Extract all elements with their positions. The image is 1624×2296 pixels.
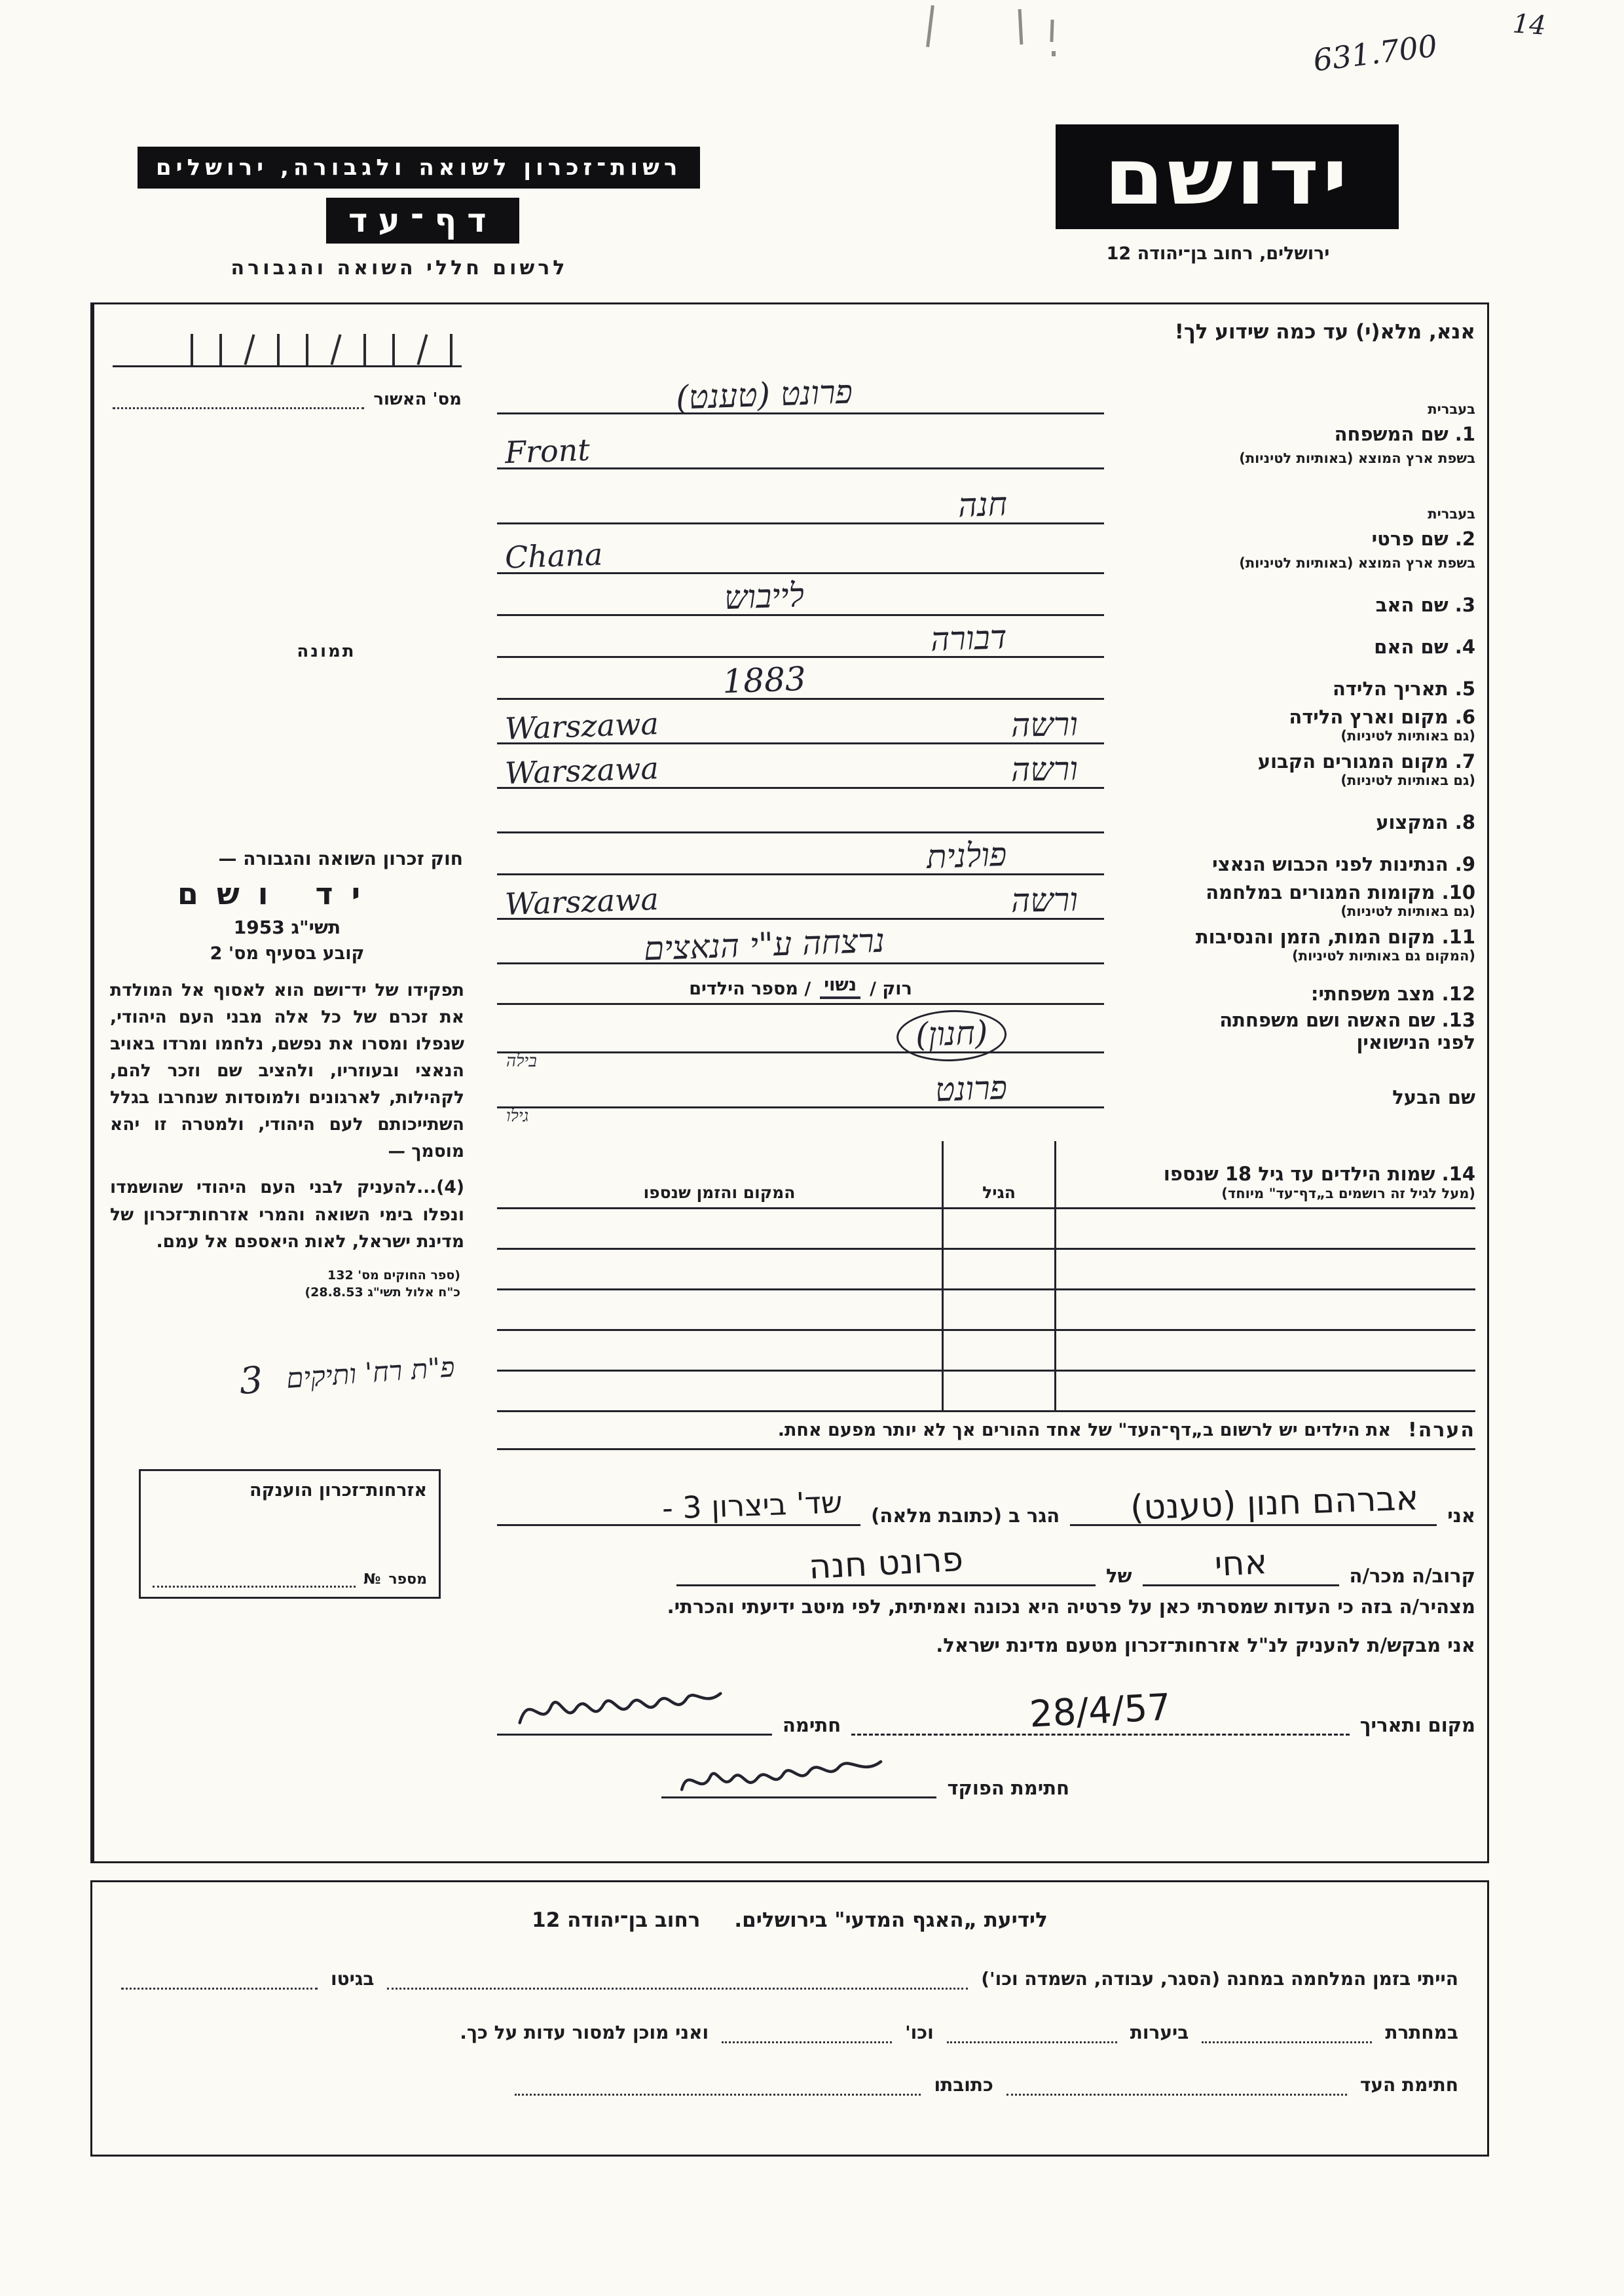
label-citizenship: 9. הנתינות לפני הכבוש הנאצי [1212, 852, 1475, 875]
label-wife-name-2: לפני הנישואין [1356, 1031, 1475, 1054]
label-clerk-signature: חתימת הפוקד [947, 1776, 1069, 1799]
children-table [497, 1141, 1475, 1412]
citizenship-handwriting: פולנית [926, 835, 1008, 877]
clerk-signature-line [661, 1757, 936, 1798]
label-hebrew: בעברית [1428, 506, 1475, 522]
field-birth-place [497, 704, 1475, 747]
label-ghetto: בגיטו [331, 1968, 375, 1990]
birth-place-hebrew-handwriting: ורשה [1010, 705, 1079, 744]
children-table-row [497, 1372, 1475, 1412]
scientific-branch-section [90, 1880, 1489, 2157]
law-body: תפקידו של יד־ושם הוא לאסוף אל המולדת את זכרם של כל אלה מבני העם היהודי, שנפלו ומסרו את נפשם, נלחמו ומרדו באויב הנאצי ובעוזריו, ולהציב שם וזכר להם, לקהילות, לארגונים ולמוסדות שנחרבו בגלל השתייכותם לעם היהודי, ולמטרה זו יהא מוסמך — [110, 980, 464, 1162]
option-children-count: / מספר הילדים [689, 979, 811, 999]
clerk-signature-row [497, 1736, 1475, 1798]
memorial-citizenship-stamp-box [139, 1469, 441, 1599]
column-header-age-text: הגיל [982, 1183, 1016, 1203]
field-wife-name [497, 1009, 1475, 1072]
children-table-row [497, 1331, 1475, 1372]
children-note-title: הערה! [1408, 1419, 1475, 1442]
office-address: ירושלים, רחוב בן־יהודה 12 [1106, 244, 1330, 264]
marital-status-options [497, 968, 1104, 1005]
label-marital-status: 12. מצב משפחתי: [1310, 982, 1475, 1005]
father-name-handwriting: לייבוש [723, 575, 805, 617]
first-name-latin-line [497, 524, 1104, 574]
witness-address-dots [515, 2072, 921, 2096]
field-family-name [497, 359, 1475, 469]
field-marital-status [497, 968, 1475, 1005]
approval-number-line [113, 387, 364, 409]
children-table-row [497, 1290, 1475, 1331]
label-forests: ביערות [1130, 2022, 1189, 2043]
label-witness-address: כתובתו [934, 2074, 993, 2096]
relation-line [1143, 1544, 1339, 1586]
birth-place-line [497, 704, 1104, 747]
etc-line [722, 2020, 892, 2043]
label-resides-at: הגר ב (כתובת מלאה) [871, 1504, 1060, 1527]
law-reference [110, 1267, 464, 1302]
label-first-name: 2. שם פרטי [1371, 528, 1475, 551]
place-date-line [851, 1686, 1350, 1737]
law-name: יד ושם [177, 876, 379, 911]
label-approval-number: מס' האשור [373, 390, 462, 409]
label-signature: חתימה [783, 1713, 841, 1736]
death-handwriting: נרצחה ע"י הנאצים [642, 921, 885, 968]
field-citizenship [497, 837, 1475, 875]
husband-name-handwriting: פרונט [934, 1068, 1008, 1110]
children-table-row [497, 1209, 1475, 1250]
wife-name-line [497, 1013, 1104, 1072]
label-place-and-date: מקום ותאריך [1359, 1713, 1475, 1736]
wife-maiden-name-handwriting: (חנון) [896, 1009, 1008, 1064]
children-table-header [497, 1141, 1475, 1209]
witness-signature-dots [1006, 2072, 1347, 2096]
handwritten-page-number: 14 [1511, 9, 1547, 41]
authority-title-bar: רשות־זכרון לשואה ולגבורה, ירושלים [138, 147, 700, 189]
date-handwriting: 28/4/57 [1028, 1686, 1172, 1737]
label-i: אני [1447, 1504, 1475, 1527]
column-header-place [497, 1141, 942, 1209]
wartime-residence-hebrew-handwriting: ורשה [1010, 881, 1079, 920]
stamp-box-title: אזרחות־זכרון הוענקה [249, 1480, 427, 1501]
camp-line [387, 1966, 968, 1990]
wife-name-note-handwriting: בילה [506, 1051, 537, 1072]
fields-column [480, 304, 1487, 1861]
info-row-underground [121, 2020, 1458, 2043]
label-underground: במחתרת [1385, 2022, 1458, 2043]
law-reference-line2: כ"ח אלול תשי"ג 28.8.53) [304, 1285, 460, 1300]
label-photo: תמונה [297, 642, 356, 661]
underground-line [1202, 2020, 1372, 2043]
info-title-address: רחוב בן־יהודה 12 [532, 1908, 701, 1932]
law-intro: חוק זכרון השואה והגבורה — [218, 848, 463, 869]
label-latin-note: (גם באותיות לטיניות) [1340, 903, 1475, 920]
label-death-sub: (המקום גם באותיות לטיניות) [1292, 948, 1475, 964]
info-title-text: לידיעת „האגף המדעי" בירושלים. [734, 1908, 1048, 1932]
declaration-statement-1: מצהיר/ה בזה כי העדות שמסרתי כאן על פרטיה היא נכונה ואמיתית, לפי מיטב ידיעתי והכרתי. [667, 1595, 1475, 1618]
label-etc: וכו' [905, 2022, 934, 2043]
label-latin-note: (גם באותיות לטיניות) [1340, 728, 1475, 744]
first-name-hebrew-line [497, 475, 1104, 524]
ghetto-line [121, 1966, 318, 1990]
info-section-title [121, 1908, 1458, 1932]
field-residence [497, 748, 1475, 792]
main-form [90, 302, 1489, 1863]
wartime-residence-line [497, 879, 1104, 920]
death-line [497, 921, 1104, 968]
label-hebrew: בעברית [1428, 401, 1475, 418]
birth-date-line [497, 659, 1104, 701]
victim-name-line [676, 1540, 1096, 1588]
relation-handwriting: אחי [1213, 1542, 1268, 1585]
column-header-age [942, 1141, 1056, 1209]
declaration-statement-2: אני מבקש/ת להעניק לנ"ל אזרחות־זכרון מטעם מדינת ישראל. [936, 1634, 1475, 1657]
label-latin-note: (גם באותיות לטיניות) [1340, 773, 1475, 789]
forests-line [947, 2020, 1117, 2043]
mother-name-handwriting: דבורה [930, 617, 1008, 659]
stamp-box-number-row [153, 1565, 427, 1588]
sidebar-handwritten-address [109, 1348, 466, 1410]
field-first-name [497, 475, 1475, 574]
label-wartime-camp: הייתי בזמן המלחמה במחנה (הסגר, עבודה, השמדה וכו') [981, 1968, 1458, 1990]
handwritten-file-number: 631.700 [1311, 27, 1439, 79]
witness-signature-line [497, 1694, 772, 1736]
declaration-identity-row [497, 1466, 1475, 1529]
first-name-latin-handwriting: Chana [504, 536, 604, 575]
field-profession [497, 793, 1475, 833]
approval-number-row [113, 387, 462, 409]
label-birth-place: 6. מקום וארץ הלידה [1289, 706, 1475, 729]
law-year: תשי"ג 1953 [233, 917, 341, 938]
field-father-name [497, 575, 1475, 617]
info-row-signature [121, 2072, 1458, 2096]
residence-line [497, 748, 1104, 792]
children-table-row [497, 1250, 1475, 1290]
declaration-signature-row [497, 1664, 1475, 1736]
husband-name-note-handwriting: גילו [506, 1106, 529, 1127]
label-relative-acquaintance: קרוב/ה מכר/ה [1349, 1564, 1475, 1587]
family-name-hebrew-handwriting: פרונט (טענט) [675, 373, 853, 417]
label-origin-language: בשפת ארץ המוצא (באותיות לטיניות) [1239, 555, 1475, 572]
residence-latin-handwriting: Warszawa [504, 750, 659, 792]
profession-line [497, 793, 1104, 833]
witness-address-handwriting: שד' ביצרון 3 - [661, 1484, 843, 1527]
field-birth-date [497, 659, 1475, 701]
birth-date-handwriting: 1883 [722, 659, 807, 701]
citizenship-line [497, 837, 1104, 875]
law-block [110, 848, 464, 1302]
label-of: של [1106, 1564, 1132, 1587]
label-birth-date: 5. תאריך הלידה [1332, 677, 1475, 700]
family-name-hebrew-line [497, 359, 1104, 417]
sidebar-address-handwriting: פ"ת רח' ותיקים [285, 1350, 456, 1394]
husband-name-line [497, 1068, 1104, 1127]
children-note-body: את הילדים יש לרשום ב„דף־העד" של אחד ההורים אך לא יותר מפעם אחת. [777, 1420, 1392, 1441]
label-children-sub: (מעל לגיל זה רושמים ב„דף־עד" מיוחד) [1221, 1186, 1475, 1202]
yad-vashem-logo [1056, 124, 1399, 229]
photo-area [110, 409, 464, 841]
option-single: רוק / [870, 979, 912, 999]
residence-hebrew-handwriting: ורשה [1010, 750, 1079, 789]
sidebar-column [92, 304, 480, 1861]
label-father-name: 3. שם האב [1375, 593, 1475, 616]
children-note [497, 1412, 1475, 1450]
label-death: 11. מקום המות, הזמן והנסיבות [1195, 926, 1475, 949]
declaration-section [497, 1450, 1475, 1798]
family-name-latin-handwriting: Front [504, 431, 591, 471]
label-witness-signature: חתימת העד [1359, 2074, 1458, 2096]
label-origin-language: בשפת ארץ המוצא (באותיות לטיניות) [1239, 450, 1475, 467]
label-wife-name: 13. שם האשה ושם משפחתה [1219, 1009, 1475, 1031]
wartime-residence-latin-handwriting: Warszawa [504, 881, 659, 922]
column-header-place-text: המקום והזמן שנספו [643, 1183, 796, 1203]
field-wartime-residence [497, 879, 1475, 920]
field-death [497, 921, 1475, 968]
numero-sign: № [363, 1571, 381, 1588]
form-title: דף־עד [326, 198, 519, 244]
witness-address-line [497, 1484, 860, 1526]
stamp-number-line [153, 1565, 356, 1588]
label-ready-to-testify: ואני מוכן למסור עדות על כך. [460, 2022, 709, 2043]
form-subtitle: לרשום חללי השואה והגבורה [231, 257, 568, 280]
law-reference-line1: (ספר החוקים מס' 132 [327, 1267, 460, 1283]
clerk-signature-scribble [673, 1741, 892, 1807]
mother-name-line [497, 617, 1104, 659]
field-mother-name [497, 617, 1475, 659]
law-clause: קובע בסעיף מס' 2 [210, 943, 365, 964]
info-row-camps [121, 1966, 1458, 1990]
law-body-2: (4)...להעניק לבני העם היהודי שהושמדו ונפלו בימי השואה והמרי אזרחות־זכרון של מדינת ישראל, לאות היאספם אל עמם. [110, 1177, 464, 1252]
label-family-name: 1. שם המשפחה [1334, 423, 1475, 446]
family-name-latin-line [497, 414, 1104, 469]
label-profession: 8. המקצוע [1376, 811, 1475, 833]
declaration-relation-row [497, 1526, 1475, 1586]
option-married: נשוי [820, 975, 860, 999]
witness-name-handwriting: אברהם חנון (טענט) [1130, 1478, 1420, 1529]
label-children: 14. שמות הילדים עד גיל 18 שנספו [1163, 1163, 1475, 1186]
label-number: מספר [388, 1571, 427, 1588]
witness-name-line [1070, 1478, 1437, 1529]
label-husband-name: שם הבעל [1392, 1086, 1475, 1109]
birth-place-latin-handwriting: Warszawa [504, 705, 659, 747]
label-mother-name: 4. שם האם [1374, 635, 1475, 658]
first-name-hebrew-handwriting: חנה [957, 484, 1008, 525]
victim-name-handwriting: פרונט חנה [807, 1540, 965, 1588]
registration-tally-marks [113, 320, 462, 367]
yad-vashem-logo-text: ידושם [1103, 132, 1351, 222]
label-wartime-residence: 10. מקומות המגורים במלחמה [1206, 881, 1475, 904]
field-husband-name [497, 1068, 1475, 1127]
witness-signature-scribble [509, 1675, 734, 1742]
label-residence: 7. מקום המגורים הקבוע [1257, 750, 1475, 773]
sidebar-address-number-handwriting: 3 [238, 1358, 265, 1403]
father-name-line [497, 575, 1104, 617]
fill-in-instruction: אנא, מלא(י) עד כמה שידוע לך! [1174, 320, 1475, 344]
